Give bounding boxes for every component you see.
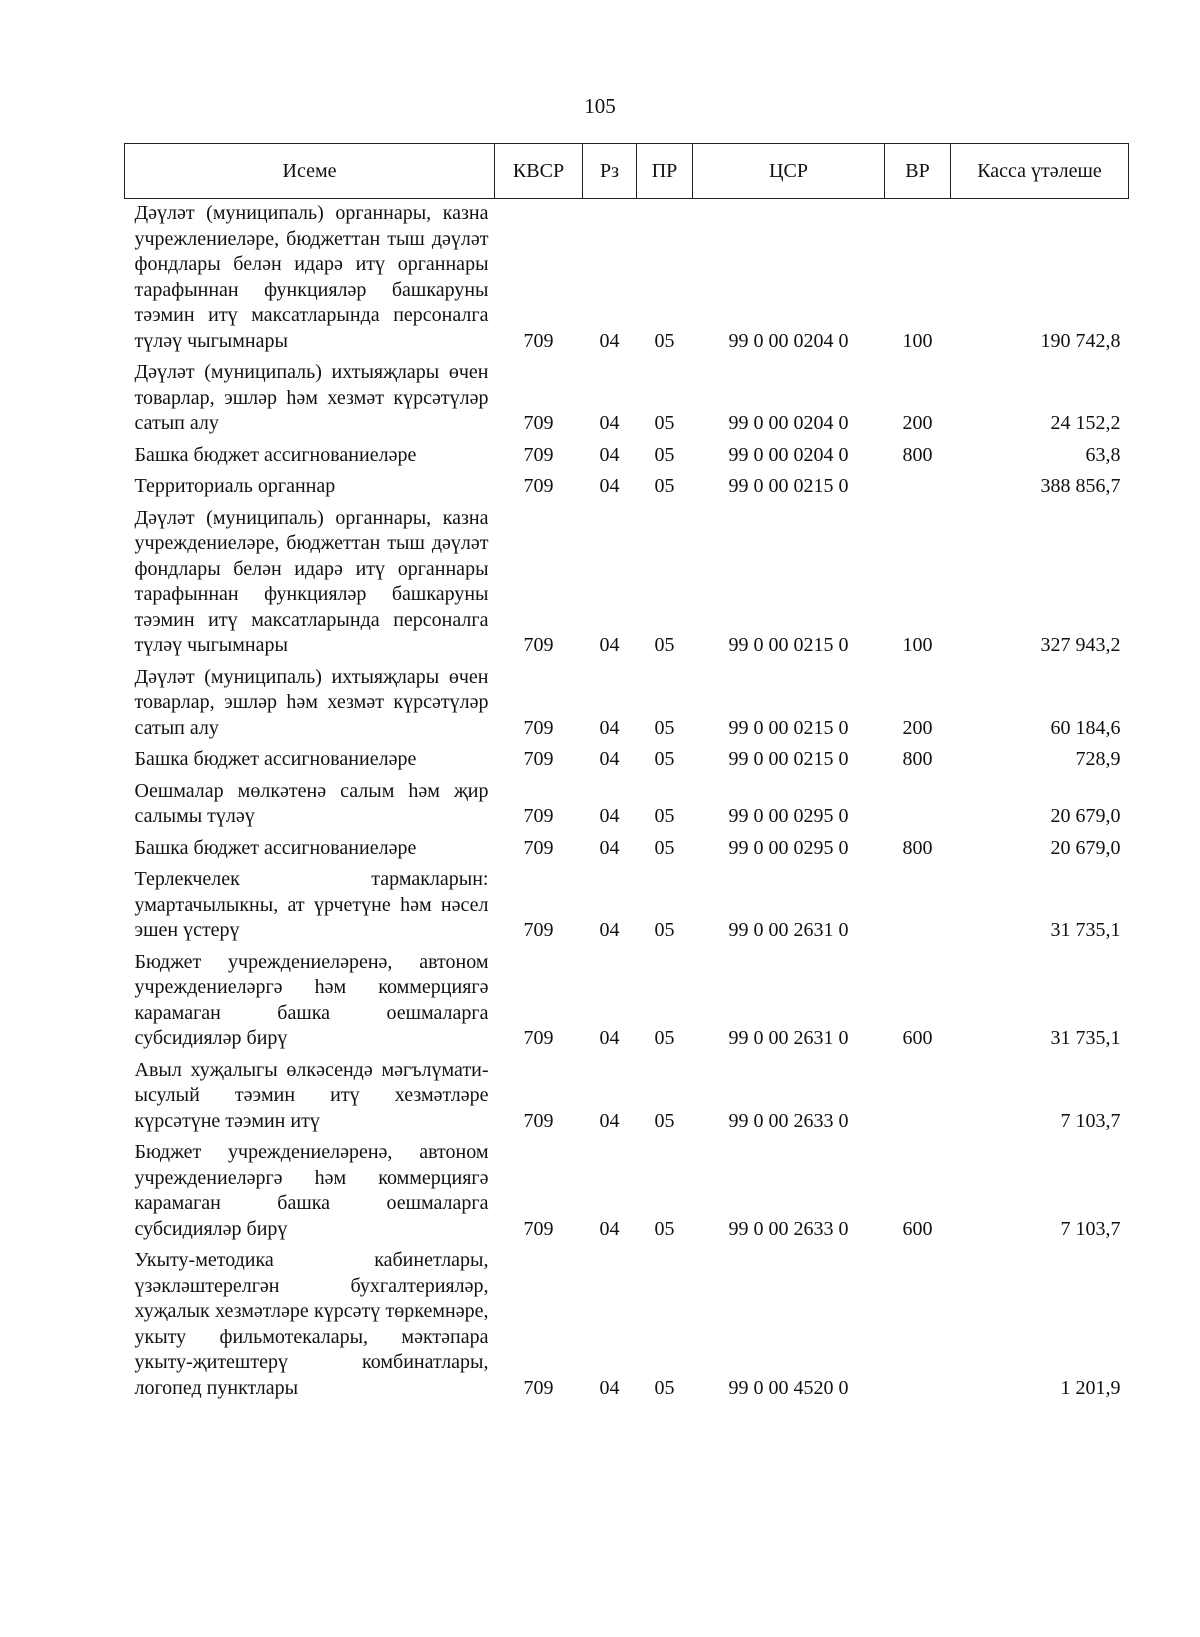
cell-csr: 99 0 00 0215 0 <box>728 748 849 770</box>
table-row <box>125 1056 1129 1139</box>
table-row <box>125 745 1129 777</box>
table-row <box>125 472 1129 504</box>
cell-pr: 05 <box>654 1027 675 1049</box>
table-body <box>125 199 1129 1406</box>
table-row <box>125 834 1129 866</box>
cell-pr: 05 <box>654 1217 675 1240</box>
cell-kvsr: 709 <box>523 412 554 434</box>
cell-kvsr: 709 <box>523 836 554 859</box>
cell-sum: 1 201,9 <box>1060 1376 1121 1399</box>
cell-csr: 99 0 00 0204 0 <box>728 412 849 434</box>
table-row <box>125 948 1129 1056</box>
header-kvsr: КВСР <box>495 144 583 199</box>
cell-vr <box>885 1246 951 1405</box>
cell-vr: 600 <box>902 1027 933 1049</box>
page-number: 105 <box>584 94 616 118</box>
header-csr: ЦСР <box>693 144 885 199</box>
cell-name: Дәүләт (муниципаль) органнары, казна учреждениеләре, бюджеттан тыш дәүләт фондлары белән идарә итү органнары тарафыннан функцияләр башкаруны тәэмин итү максатларында персоналга түләү чыгымнары <box>134 506 489 656</box>
cell-name: Башка бюджет ассигнованиеләре <box>134 443 417 466</box>
cell-pr: 05 <box>654 748 675 770</box>
table-row <box>125 358 1129 441</box>
cell-vr: 800 <box>902 443 933 466</box>
cell-csr: 99 0 00 0215 0 <box>728 634 849 656</box>
cell-name: Башка бюджет ассигнованиеләре <box>134 748 417 770</box>
cell-name: Авыл хуҗалыгы өлкәсендә мәгълүмати-ысулый тәэмин итү хезмәтләре күрсәтүне тәэмин итү <box>134 1058 489 1132</box>
cell-sum: 20 679,0 <box>1050 805 1121 827</box>
cell-csr: 99 0 00 2633 0 <box>728 1217 849 1240</box>
table-row <box>125 777 1129 834</box>
cell-name: Дәүләт (муниципаль) органнары, казна учрежлениеләре, бюджеттан тыш дәүләт фондлары белән идарә итү органнары тарафыннан функцияләр башкаруны тәэмин итү максатларында персоналга түләү чыгымнары <box>134 202 489 352</box>
cell-name: Башка бюджет ассигнованиеләре <box>134 836 417 859</box>
cell-csr: 99 0 00 2633 0 <box>728 1109 849 1132</box>
cell-name: Укыту-методика кабинетлары, үзәкләштерелгән бухгалтерияләр, хуҗалык хезмәтләре күрсәтү төркемнәре, укыту фильмотекалары, мәктәпара укыту-җитештерү комбинатлары, логопед пунктлары <box>134 1249 489 1399</box>
cell-csr: 99 0 00 0215 0 <box>728 716 849 739</box>
cell-kvsr: 709 <box>523 1217 554 1240</box>
cell-pr: 05 <box>654 716 675 739</box>
cell-kvsr: 709 <box>523 748 554 770</box>
cell-rz: 04 <box>599 1027 620 1049</box>
cell-vr <box>885 472 951 504</box>
cell-csr: 99 0 00 0204 0 <box>728 443 849 466</box>
cell-vr <box>885 777 951 834</box>
cell-name: Дәүләт (муниципаль) ихтыяҗлары өчен товарлар, эшләр һәм хезмәт күрсәтүләр сатып алу <box>134 665 489 739</box>
cell-vr: 100 <box>902 634 933 656</box>
cell-name: Дәүләт (муниципаль) ихтыяҗлары өчен товарлар, эшләр һәм хезмәт күрсәтүләр сатып алу <box>134 361 489 434</box>
cell-sum: 190 742,8 <box>1040 329 1121 352</box>
cell-pr: 05 <box>654 412 675 434</box>
cell-sum: 20 679,0 <box>1050 836 1121 859</box>
cell-pr: 05 <box>654 1109 675 1132</box>
cell-kvsr: 709 <box>523 634 554 656</box>
table-header <box>125 144 1129 199</box>
cell-name: Бюджет учреждениеләренә, автоном учреждениеләргә һәм коммерциягә карамаган башка оешмаларга субсидияләр бирү <box>134 950 489 1049</box>
table-row <box>125 504 1129 663</box>
cell-csr: 99 0 00 0215 0 <box>728 475 849 497</box>
cell-pr: 05 <box>654 805 675 827</box>
cell-name: Территориаль органнар <box>134 475 336 497</box>
cell-rz: 04 <box>599 329 620 352</box>
cell-vr: 600 <box>902 1217 933 1240</box>
cell-pr: 05 <box>654 329 675 352</box>
cell-name: Оешмалар мөлкәтенә салым һәм җир салымы түләү <box>134 779 489 827</box>
cell-sum: 388 856,7 <box>1040 475 1121 497</box>
cell-rz: 04 <box>599 1217 620 1240</box>
cell-pr: 05 <box>654 1376 675 1399</box>
cell-vr <box>885 865 951 948</box>
cell-kvsr: 709 <box>523 1109 554 1132</box>
cell-kvsr: 709 <box>523 1376 554 1399</box>
cell-rz: 04 <box>599 1376 620 1399</box>
cell-rz: 04 <box>599 634 620 656</box>
table-row <box>125 441 1129 473</box>
header-row <box>125 144 1129 199</box>
cell-pr: 05 <box>654 634 675 656</box>
cell-pr: 05 <box>654 443 675 466</box>
cell-kvsr: 709 <box>523 1027 554 1049</box>
cell-rz: 04 <box>599 919 620 941</box>
header-name: Исеме <box>125 144 495 199</box>
cell-csr: 99 0 00 4520 0 <box>728 1376 849 1399</box>
cell-kvsr: 709 <box>523 475 554 497</box>
table-row <box>125 865 1129 948</box>
cell-csr: 99 0 00 2631 0 <box>728 1027 849 1049</box>
cell-rz: 04 <box>599 412 620 434</box>
cell-kvsr: 709 <box>523 329 554 352</box>
cell-csr: 99 0 00 0295 0 <box>728 805 849 827</box>
cell-name: Терлекчелек тармакларын: умартачылыкны, ат үрчетүне һәм нәсел эшен үстерү <box>134 868 489 941</box>
cell-csr: 99 0 00 0295 0 <box>728 836 849 859</box>
cell-sum: 7 103,7 <box>1060 1109 1121 1132</box>
cell-rz: 04 <box>599 748 620 770</box>
cell-pr: 05 <box>654 475 675 497</box>
header-rz: Рз <box>583 144 637 199</box>
table-row <box>125 663 1129 746</box>
cell-sum: 327 943,2 <box>1040 634 1121 656</box>
cell-rz: 04 <box>599 443 620 466</box>
cell-kvsr: 709 <box>523 805 554 827</box>
cell-rz: 04 <box>599 716 620 739</box>
cell-name: Бюджет учреждениеләренә, автоном учреждениеләргә һәм коммерциягә карамаган башка оешмаларга субсидияләр бирү <box>134 1141 489 1240</box>
table-row <box>125 1246 1129 1405</box>
cell-csr: 99 0 00 2631 0 <box>728 919 849 941</box>
table-row <box>125 1138 1129 1246</box>
cell-kvsr: 709 <box>523 919 554 941</box>
cell-pr: 05 <box>654 836 675 859</box>
cell-sum: 60 184,6 <box>1050 716 1121 739</box>
cell-sum: 31 735,1 <box>1050 919 1121 941</box>
cell-kvsr: 709 <box>523 443 554 466</box>
cell-sum: 7 103,7 <box>1060 1217 1121 1240</box>
cell-vr: 200 <box>902 412 933 434</box>
cell-rz: 04 <box>599 836 620 859</box>
cell-pr: 05 <box>654 919 675 941</box>
table-row <box>125 199 1129 359</box>
cell-sum: 63,8 <box>1085 443 1121 466</box>
header-sum: Касса үтәлеше <box>951 144 1129 199</box>
cell-sum: 24 152,2 <box>1050 412 1121 434</box>
budget-execution-table <box>124 143 1129 1405</box>
cell-csr: 99 0 00 0204 0 <box>728 329 849 352</box>
cell-vr: 100 <box>902 329 933 352</box>
cell-sum: 728,9 <box>1075 748 1121 770</box>
cell-vr: 800 <box>902 748 933 770</box>
cell-vr: 800 <box>902 836 933 859</box>
cell-vr: 200 <box>902 716 933 739</box>
header-pr: ПР <box>637 144 693 199</box>
cell-vr <box>885 1056 951 1139</box>
cell-sum: 31 735,1 <box>1050 1027 1121 1049</box>
cell-rz: 04 <box>599 805 620 827</box>
cell-rz: 04 <box>599 475 620 497</box>
cell-rz: 04 <box>599 1109 620 1132</box>
cell-kvsr: 709 <box>523 716 554 739</box>
header-vr: ВР <box>885 144 951 199</box>
